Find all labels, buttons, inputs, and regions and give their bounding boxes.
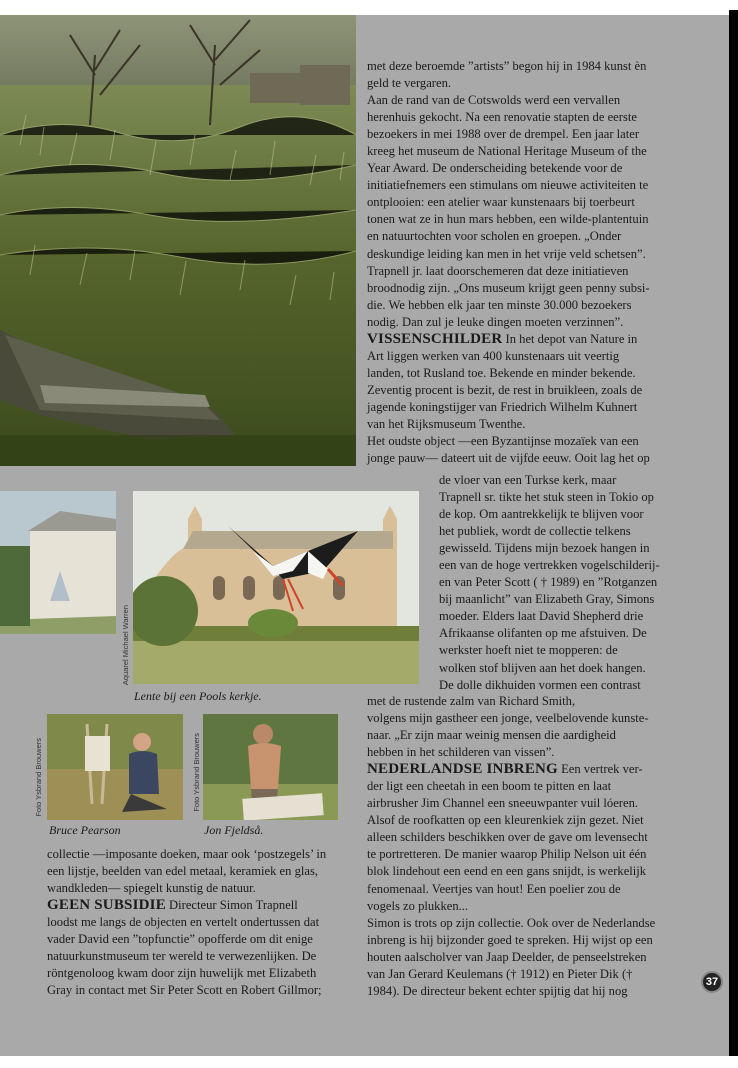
text-line: wolken stof blijven aan het doek hangen. [439,660,646,675]
text-line: loodst me langs de objecten en vertelt ondertussen dat [47,915,320,930]
section-heading-nederlandse-inbreng: NEDERLANDSE INBRENG [367,761,558,778]
bruce-pearson-photo [47,714,183,820]
text-line: moeder. Elders laat David Shepherd drie [439,609,644,624]
church-stork-watercolor [133,491,419,684]
text-line: De dolle dikhuiden vormen een contrast [439,677,641,692]
text-line: wandkleden— spiegelt kunstig de natuur. [47,881,256,896]
text-line: naar. „Er zijn maar weinig mensen die aardigheid [367,728,616,743]
reed-boat-painting [0,15,356,466]
text-line: de vloer van een Turkse kerk, maar [439,473,617,487]
text-line: alleen schilders beschikken over de gave om levensecht [367,830,648,845]
text-line: Zeventig procent is bezit, de rest in bruikleen, zoals de [367,382,643,397]
right-column-narrow [439,472,727,694]
pearson-photo-credit: Foto Ysbrand Brouwers [34,738,43,817]
jon-fjeldsa-photo [203,714,338,820]
text-line: werkster hoeft niet te mopperen: de [439,643,618,658]
text-line: röntgenoloog kwam door zijn huwelijk met Elizabeth [47,966,317,981]
text-line: fenomenaal. Veertjes van hout! Een poelier zou de [367,881,621,896]
text-line: jagende koningstijger van Friedrich Wilhelm Kuhnert [367,399,638,414]
right-column-lower [367,693,727,1000]
text-line: houten aalscholver van Jaap Deelder, de penseelstreken [367,949,647,964]
text-line: en van Peter Scott ( † 1989) en ”Rotganzen [439,575,658,590]
section-heading-vissenschilder: VISSENSCHILDER [367,330,503,347]
text-line: volgens mijn gastheer een jonge, veelbelovende kunste- [367,711,649,726]
text-line: initiatiefnemers een stimulans om nieuwe activiteiten te [367,178,649,193]
section-heading-geen-subsidie: GEEN SUBSIDIE [47,897,166,914]
text-line: een lijstje, beelden van edel metaal, keramiek en glas, [47,864,318,879]
page-top-margin [0,0,738,15]
text-line: inbreng is hij bijzonder goed te spreken. Hij wijst op een [367,932,653,947]
text-line: broodnodig zijn. „Ons museum krijgt geen penny subsi- [367,280,650,295]
text-line: vogels zo plukken... [367,898,469,913]
text-line: Art liggen werken van 400 kunstenaars uit veertig [367,348,620,363]
text-line: herenhuis gekocht. Na een renovatie stapten de eerste [367,110,637,125]
text-line: die. We hebben elk jaar ten minste 30.000 bezoekers [367,297,632,312]
text-line: Afrikaanse olifanten op me afstuiven. De [439,626,647,641]
vissenschilder-heading-line: VISSENSCHILDER In het depot van Nature in [367,330,638,347]
text-line: vader David een ”topfunctie” opofferde om dit enige [47,932,313,947]
fjeldsa-photo-credit: Foto Ysbrand Brouwers [192,733,201,812]
pearson-caption: Bruce Pearson [49,823,121,837]
church-photo-credit: Aquarel Michael Warren [121,605,130,686]
text-line: met deze beroemde ”artists” begon hij in 1984 kunst èn [367,59,647,73]
text-line: Simon is trots op zijn collectie. Ook over de Nederlandse [367,915,656,930]
text-line: ontplooien: een atelier waar kunstenaars bij toerbeurt [367,195,635,210]
left-column-text [47,846,352,999]
text-line: Aan de rand van de Cotswolds werd een vervallen [367,93,621,108]
text-line: Het oudste object —een Byzantijnse mozaïek van een [367,434,639,449]
text-line: tonen wat ze in hun mars hebben, een wilde-plantentuin [367,212,649,227]
text-line: natuurkunstmuseum ter wereld te verwezenlijken. De [47,949,317,964]
text-line: en natuurtochten voor scholen en groepen. „Onder [367,229,622,244]
text-line: Trapnell jr. laat doorschemeren dat deze initiatieven [367,263,629,278]
text-line: landen, tot Rusland toe. Bekende en minder bekende. [367,365,636,380]
text-line: 1984). De directeur bekent echter spijtig dat hij nog [367,983,628,998]
text-line: kreeg het museum de National Heritage Museum of the [367,144,647,159]
text-line: bezoekers in mei 1988 over de drempel. Een jaar later [367,127,640,142]
geen-subsidie-heading-line: GEEN SUBSIDIE Directeur Simon Trapnell [47,897,298,914]
text-line: nodig. Dan zul je leuke dingen moeten verzinnen”. [367,314,624,329]
text-line: blok lindehout een eend en een gans snijdt, is werkelijk [367,864,647,879]
text-line: van Jan Gerard Keulemans († 1912) en Pieter Dik († [367,966,633,981]
text-line: de kop. Om aantrekkelijk te blijven voor [439,507,644,522]
text-line: jonge pauw— dateert uit de vijfde eeuw. Ooit lag het op [367,451,650,466]
text-line: collectie —imposante doeken, maar ook ‘postzegels’ in [47,847,327,861]
text-line: der ligt een cheetah in een boom te pitten en laat [367,779,612,794]
page-bottom-margin [0,1056,738,1068]
text-line: hebben in het schilderen van vissen”. [367,745,555,760]
page-right-edge [729,10,738,1056]
text-line: een van de hoge vertrekken vogelschilderij- [439,558,660,573]
text-line: bij maanlicht” van Elizabeth Gray, Simons [439,592,655,607]
text-line: van het Rijksmuseum Twenthe. [367,416,526,431]
church-caption: Lente bij een Pools kerkje. [134,689,262,703]
text-line: geld te vergaren. [367,76,452,91]
text-line: te portretteren. De manier waarop Philip Nelson uit één [367,847,647,862]
text-line: deskundige leiding kan men in het vrije veld schetsen”. [367,246,646,261]
page-number-badge: 37 [701,971,723,993]
building-watercolor [0,491,116,634]
nederlandse-heading-line: NEDERLANDSE INBRENG Een vertrek ver- [367,761,643,778]
text-line: Gray in contact met Sir Peter Scott en Robert Gillmor; [47,983,322,998]
text-line: het publiek, wordt de collectie telkens [439,524,631,539]
text-line: Trapnell sr. tikte het stuk steen in Tokio op [439,490,654,505]
text-line: Alsof de roofkatten op een kleurenkiek zijn gezet. Niet [367,813,644,828]
right-column-intro [367,58,727,467]
text-line: gewisseld. Tijdens mijn bezoek hangen in [439,541,650,556]
fjeldsa-caption: Jon Fjeldså. [204,823,264,837]
text-line: Year Award. De onderscheiding betekende voor de [367,161,623,176]
text-line: met de rustende zalm van Richard Smith, [367,694,576,708]
text-line: airbrusher Jim Channel een sneeuwpanter vuil lóeren. [367,796,639,811]
